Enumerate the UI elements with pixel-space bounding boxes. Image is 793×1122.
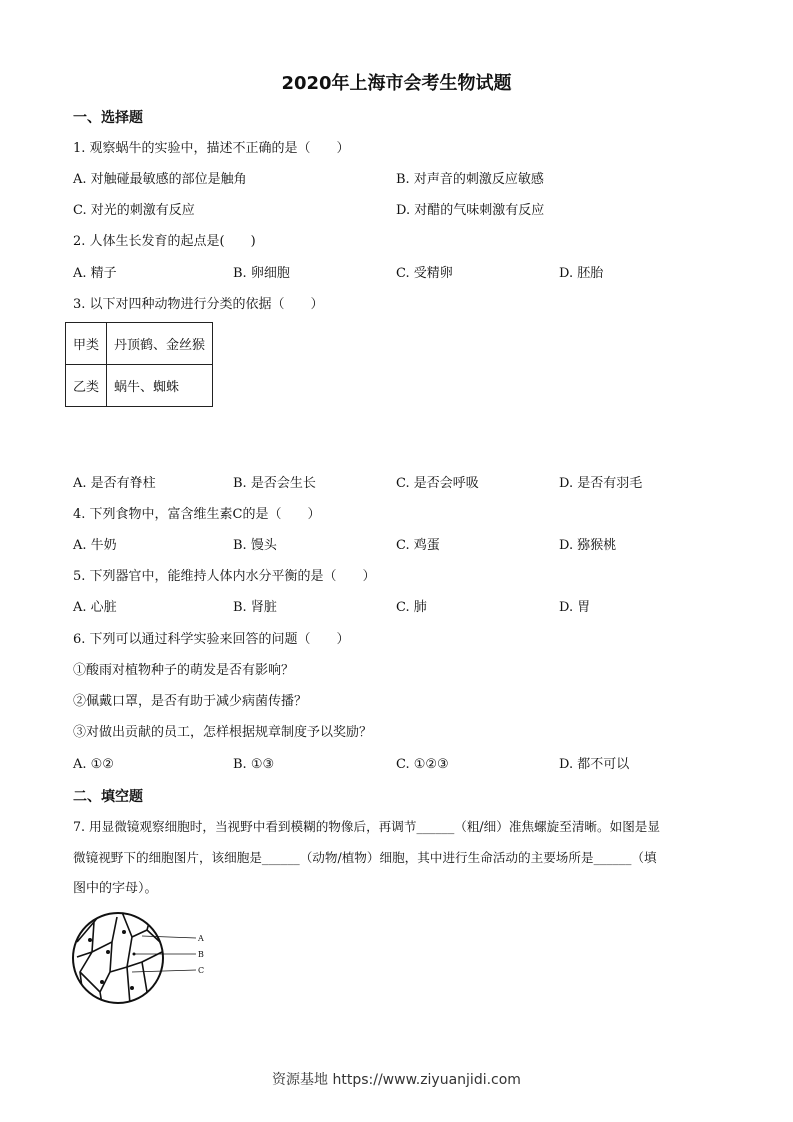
- option-b: B. ①③: [233, 757, 275, 772]
- option-b: B. 卵细胞: [233, 266, 290, 281]
- question-6-stem: 6. 下列可以通过科学实验来回答的问题（ ）: [73, 632, 350, 647]
- table-row: [66, 365, 213, 407]
- option-d: D. 胃: [559, 600, 591, 615]
- option-a: A. 心脏: [73, 600, 117, 615]
- option-a: A. 是否有脊柱: [73, 476, 156, 491]
- option-c: C. 是否会呼吸: [396, 476, 479, 491]
- table-cell: 乙类: [66, 365, 107, 407]
- option-c: C. ①②③: [396, 757, 449, 772]
- label-c: C: [198, 966, 205, 975]
- table-cell: 蜗牛、蜘蛛: [107, 365, 213, 407]
- label-a: A: [198, 934, 204, 943]
- question-3-stem: 3. 以下对四种动物进行分类的依据（ ）: [73, 297, 324, 312]
- question-7-line-1: 7. 用显微镜观察细胞时，当视野中看到模糊的物像后，再调节______（粗/细）准焦螺旋至清晰。如图是显: [73, 819, 660, 834]
- option-d: D. 猕猴桃: [559, 538, 617, 553]
- option-d: D. 对醋的气味刺激有反应: [396, 203, 545, 218]
- option-b: B. 对声音的刺激反应敏感: [396, 172, 544, 187]
- question-7-line-3: 图中的字母）。: [73, 881, 158, 896]
- question-2-stem: 2. 人体生长发育的起点是( ): [73, 234, 256, 249]
- footer-watermark: 资源基地 https://www.ziyuanjidi.com: [272, 1072, 521, 1088]
- statement-1: ①酸雨对植物种子的萌发是否有影响？: [73, 663, 295, 678]
- option-b: B. 是否会生长: [233, 476, 316, 491]
- question-5-stem: 5. 下列器官中，能维持人体内水分平衡的是（ ）: [73, 569, 376, 584]
- statement-2: ②佩戴口罩，是否有助于减少病菌传播？: [73, 694, 308, 709]
- classification-table: [65, 322, 213, 407]
- option-c: C. 肺: [396, 600, 427, 615]
- option-d: D. 都不可以: [559, 757, 630, 772]
- section-heading-choice: 一、选择题: [73, 110, 143, 126]
- statement-3: ③对做出贡献的员工，怎样根据规章制度予以奖励？: [73, 725, 373, 740]
- question-4-stem: 4. 下列食物中，富含维生素C的是（ ）: [73, 507, 321, 522]
- option-c: C. 受精卵: [396, 266, 453, 281]
- table-cell: 丹顶鹤、金丝猴: [107, 323, 213, 365]
- option-c: C. 鸡蛋: [396, 538, 440, 553]
- option-a: A. 对触碰最敏感的部位是触角: [73, 172, 247, 187]
- table-cell: 甲类: [66, 323, 107, 365]
- option-d: D. 是否有羽毛: [559, 476, 643, 491]
- question-1-stem: 1. 观察蜗牛的实验中，描述不正确的是（ ）: [73, 141, 350, 156]
- option-a: A. 精子: [73, 266, 117, 281]
- label-b: B: [198, 950, 204, 959]
- option-a: A. ①②: [73, 757, 114, 772]
- section-heading-fill: 二、填空题: [73, 789, 143, 805]
- option-b: B. 肾脏: [233, 600, 277, 615]
- option-a: A. 牛奶: [73, 538, 117, 553]
- question-7-line-2: 微镜视野下的细胞图片，该细胞是______（动物/植物）细胞，其中进行生命活动的主要场所是______（填: [73, 850, 657, 865]
- page-title: 2020年上海市会考生物试题: [281, 73, 512, 94]
- option-c: C. 对光的刺激有反应: [73, 203, 195, 218]
- option-b: B. 馒头: [233, 538, 277, 553]
- cell-microscope-figure: [72, 912, 212, 1004]
- option-d: D. 胚胎: [559, 266, 604, 281]
- table-row: [66, 323, 213, 365]
